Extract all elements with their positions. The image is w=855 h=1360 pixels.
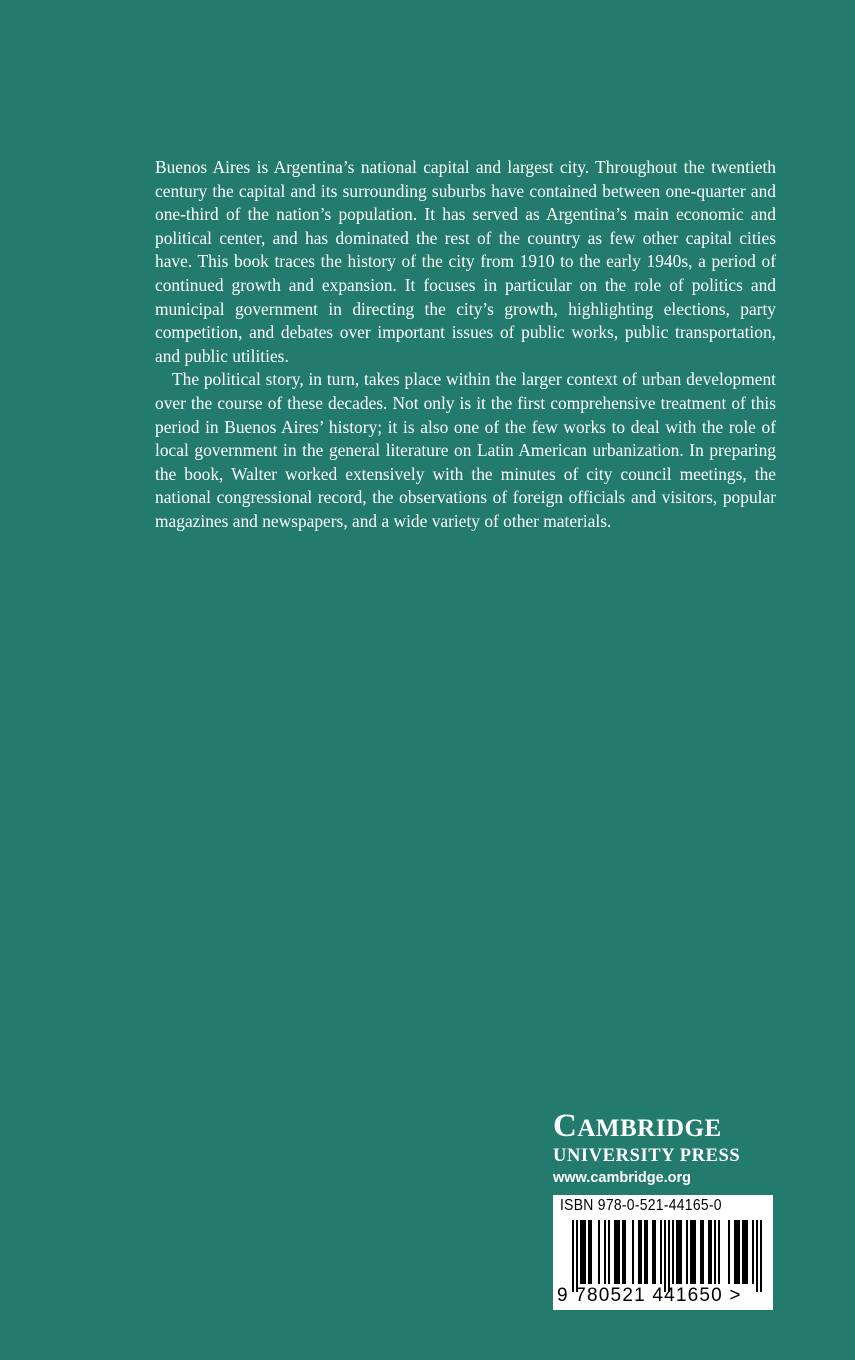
barcode-bar [576, 1220, 578, 1292]
isbn-label: ISBN 978-0-521-44165-0 [560, 1197, 722, 1214]
barcode-bar [752, 1220, 754, 1284]
barcode-bar [710, 1220, 712, 1284]
barcode-bar [598, 1220, 600, 1284]
barcode-bar [590, 1220, 592, 1284]
barcode-bar [646, 1220, 648, 1284]
barcode-bar [742, 1220, 744, 1284]
barcode-bar [582, 1220, 584, 1284]
publisher-name-initial: C [553, 1108, 578, 1144]
barcode-bar [728, 1220, 730, 1284]
barcode-bar [734, 1220, 736, 1284]
barcode-bar [672, 1220, 674, 1284]
barcode-bar [664, 1220, 666, 1292]
barcode-bar [714, 1220, 716, 1284]
barcode-bar [624, 1220, 626, 1284]
barcode-bar [588, 1220, 590, 1284]
barcode-bar [632, 1220, 634, 1284]
barcode-bar [654, 1220, 656, 1284]
barcode-bar [746, 1220, 748, 1284]
barcode-bar [618, 1220, 620, 1284]
barcode-bar [616, 1220, 618, 1284]
barcode-bar [700, 1220, 702, 1284]
barcode-bar [676, 1220, 678, 1284]
barcode-bar [756, 1220, 758, 1292]
publisher-name-rest: AMBRIDGE [577, 1115, 722, 1142]
description-paragraph-2: The political story, in turn, takes place within the larger context of urban development over the course of these decades. Not only is it the first comprehensive treatment of this period in Buenos Aires’ history; it is also one of the few works to deal with the role of local government in the general literature on Latin American urbanization. In preparing the book, Walter worked extensively with the minutes of city council meetings, the national congressional record, the observations of foreign officials and visitors, popular magazines and newspapers, and a wide variety of other materials. [155, 369, 776, 531]
barcode-bar [572, 1220, 574, 1292]
barcode-bar [640, 1220, 642, 1284]
publisher-url: www.cambridge.org [553, 1170, 692, 1186]
barcode-bar [708, 1220, 710, 1284]
barcode-bar [690, 1220, 692, 1284]
publisher-name [553, 1109, 775, 1146]
barcode-bar [680, 1220, 682, 1284]
publisher-logo [553, 1109, 775, 1188]
barcode-bar [604, 1220, 606, 1284]
description-paragraph-1: Buenos Aires is Argentina’s national capital and largest city. Throughout the twentieth century the capital and its surrounding suburbs have contained between one-quarter and one-third of the nation’s population. It has served as Argentina’s main economic and political center, and has dominated the rest of the country as few other capital cities have. This book traces the history of the city from 1910 to the early 1940s, a period of continued growth and expansion. It focuses in particular on the role of politics and municipal government in directing the city’s growth, highlighting elections, party competition, and debates over important issues of public works, public transportation, and public utilities. [155, 157, 776, 366]
barcode-bar [652, 1220, 654, 1284]
barcode-bar [580, 1220, 582, 1284]
barcode-bar [614, 1220, 616, 1284]
book-description [155, 156, 776, 534]
barcode-bar [668, 1220, 670, 1292]
barcode-bar [644, 1220, 646, 1284]
publisher-subtitle: UNIVERSITY PRESS [553, 1146, 741, 1166]
barcode-bar [738, 1220, 740, 1284]
barcode-bar [760, 1220, 762, 1292]
barcode-bar [584, 1220, 586, 1284]
barcode-bar [692, 1220, 694, 1284]
barcode-bar [622, 1220, 624, 1284]
barcode-bar [660, 1220, 662, 1284]
isbn-barcode [553, 1195, 773, 1310]
barcode-bar [686, 1220, 688, 1284]
barcode-bar [678, 1220, 680, 1284]
barcode-bar [744, 1220, 746, 1284]
barcode-bar [718, 1220, 720, 1284]
barcode-digits: 9 780521 441650 > [557, 1285, 742, 1306]
barcode-bar [638, 1220, 640, 1284]
barcode-bar [736, 1220, 738, 1284]
barcode-bar [702, 1220, 704, 1284]
barcode-bar [694, 1220, 696, 1284]
barcode-bar [608, 1220, 610, 1284]
